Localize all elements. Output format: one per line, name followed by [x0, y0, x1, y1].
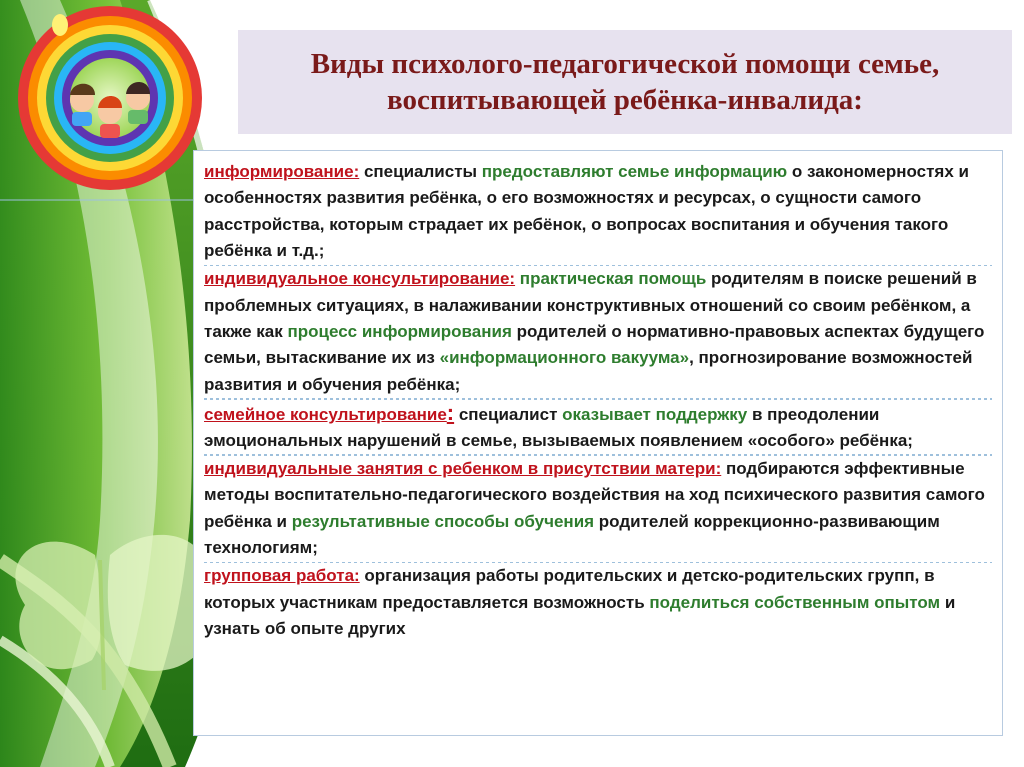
item-text: родителей о нормативно-правовых аспектах будущего семьи, вытаскивание их из — [204, 321, 985, 368]
item-text: в преодолении эмоциональных нарушений в семье, вызываемых появлением «особого» ребёнка; — [204, 404, 913, 451]
rainbow-logo — [18, 6, 202, 190]
item-highlight-text: результативные способы обучения — [291, 511, 595, 531]
item-text: родителей коррекционно-развивающим технологиям; — [204, 511, 940, 558]
item-term: индивидуальное консультирование: — [204, 269, 516, 289]
item-text: подбираются эффективные методы воспитательно-педагогического воздействия на ход психического развития самого ребёнка и — [204, 458, 985, 531]
list-item — [204, 159, 992, 265]
item-text: о закономерностях и особенностях развития ребёнка, о его возможностях и ресурсах, о сущности самого расстройства, которым страдает их ребёнок, о вопросах воспитания и обучения такого ребёнка и т.д.; — [204, 162, 969, 261]
item-term: информирование: — [204, 162, 360, 181]
list-item — [204, 400, 992, 455]
page-title: Виды психолого-педагогической помощи семье, воспитывающей ребёнка-инвалида: — [310, 48, 940, 116]
item-term: групповая работа: — [204, 566, 360, 586]
title-box — [238, 30, 1012, 134]
items-list — [204, 159, 992, 642]
item-term-colon: : — [446, 399, 455, 425]
item-highlight-text: оказывает поддержку — [562, 404, 748, 424]
item-text: , прогнозирование возможностей развития и обучения ребёнка; — [204, 348, 973, 394]
list-item — [204, 563, 992, 642]
content-box — [193, 150, 1003, 736]
item-text: специалист — [454, 404, 563, 424]
item-highlight-text: процесс информирования — [287, 321, 512, 341]
item-text: родителям в поиске решений в проблемных ситуациях, в налаживании конструктивных отношений со своим ребёнком, а также как — [204, 269, 977, 341]
item-term: семейное консультирование — [204, 404, 447, 424]
item-highlight-text: практическая помощь — [515, 269, 707, 289]
list-item — [204, 456, 992, 562]
item-highlight-text: предоставляют семье информацию — [481, 162, 788, 181]
item-text: специалисты — [359, 162, 482, 181]
item-term: индивидуальные занятия с ребенком в присутствии матери: — [204, 458, 722, 478]
item-highlight-text: поделиться собственным опытом — [649, 592, 941, 612]
item-text: организация работы родительских и детско-родительских групп, в которых участникам предоставляется возможность — [204, 566, 935, 612]
list-item — [204, 266, 992, 398]
item-highlight-text: «информационного вакуума» — [439, 348, 690, 368]
item-text: и узнать об опыте других — [204, 592, 956, 638]
